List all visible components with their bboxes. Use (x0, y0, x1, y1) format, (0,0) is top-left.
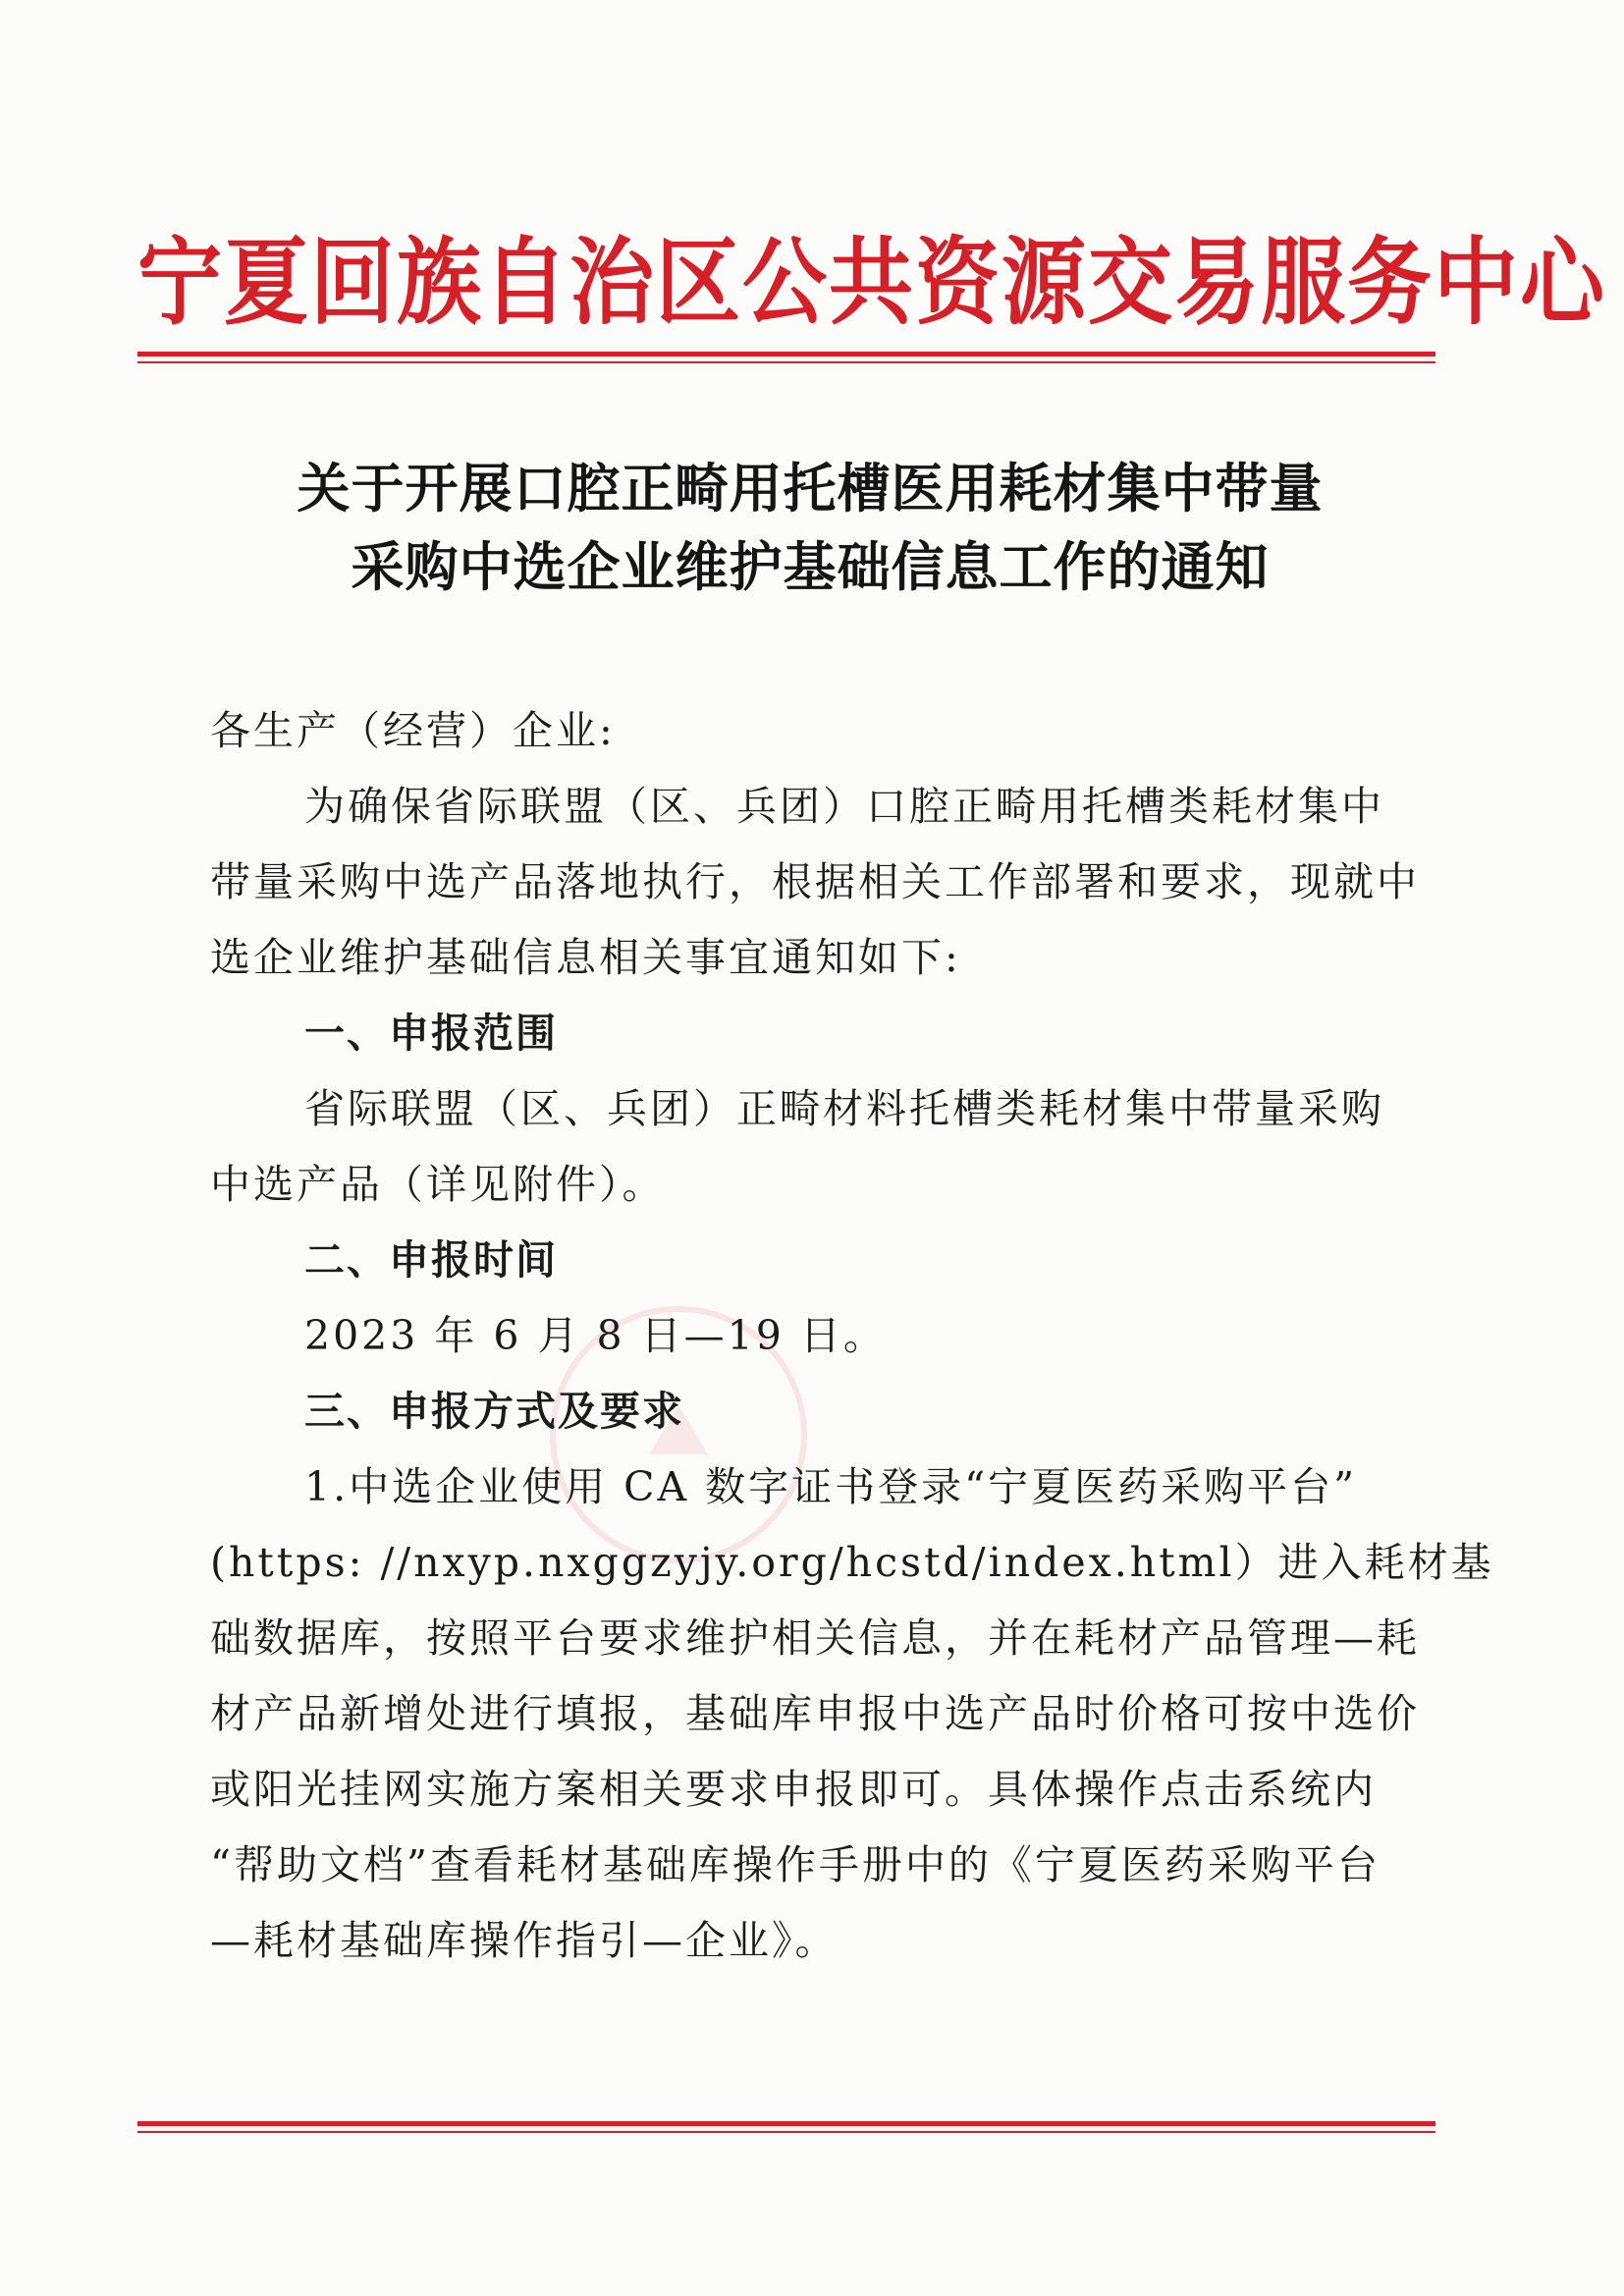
document-body (210, 693, 1494, 1979)
title-line-1: 关于开展口腔正畸用托槽医用耗材集中带量 (297, 458, 1324, 519)
salutation: 各生产（经营）企业: (210, 707, 616, 754)
section-line: 省际联盟（区、兵团）正畸材料托槽类耗材集中带量采购 (304, 1085, 1384, 1132)
section-line: 中选产品（详见附件）。 (210, 1161, 666, 1208)
section-line-url: (https: //nxyp.nxggzyjy.org/hcstd/index.html）进入耗材基 (210, 1539, 1494, 1586)
letterhead-org-name: 宁夏回族自治区公共资源交易服务中心 (137, 227, 1606, 339)
section-line: 2023 年 6 月 8 日—19 日。 (304, 1312, 887, 1359)
intro-line: 为确保省际联盟（区、兵团）口腔正畸用托槽类耗材集中 (304, 783, 1384, 830)
section-heading-method: 三、申报方式及要求 (304, 1388, 684, 1435)
section-line: 1.中选企业使用 CA 数字证书登录“宁夏医药采购平台” (304, 1463, 1358, 1510)
section-line: 材产品新增处进行填报，基础库申报中选产品时价格可按中选价 (210, 1690, 1420, 1737)
section-heading-scope: 一、申报范围 (304, 1010, 558, 1057)
title-line-2: 采购中选企业维护基础信息工作的通知 (351, 536, 1270, 598)
section-line: 础数据库，按照平台要求维护相关信息，并在耗材产品管理—耗 (210, 1614, 1420, 1662)
section-line: 或阳光挂网实施方案相关要求申报即可。具体操作点击系统内 (210, 1766, 1377, 1813)
document-title (147, 450, 1473, 607)
section-line: —耗材基础库操作指引—企业》。 (210, 1917, 839, 1964)
intro-line: 选企业维护基础信息相关事宜通知如下: (210, 934, 961, 981)
section-line: “帮助文档”查看耗材基础库操作手册中的《宁夏医药采购平台 (210, 1841, 1380, 1888)
intro-line: 带量采购中选产品落地执行，根据相关工作部署和要求，现就中 (210, 858, 1420, 905)
section-heading-time: 二、申报时间 (304, 1236, 558, 1284)
